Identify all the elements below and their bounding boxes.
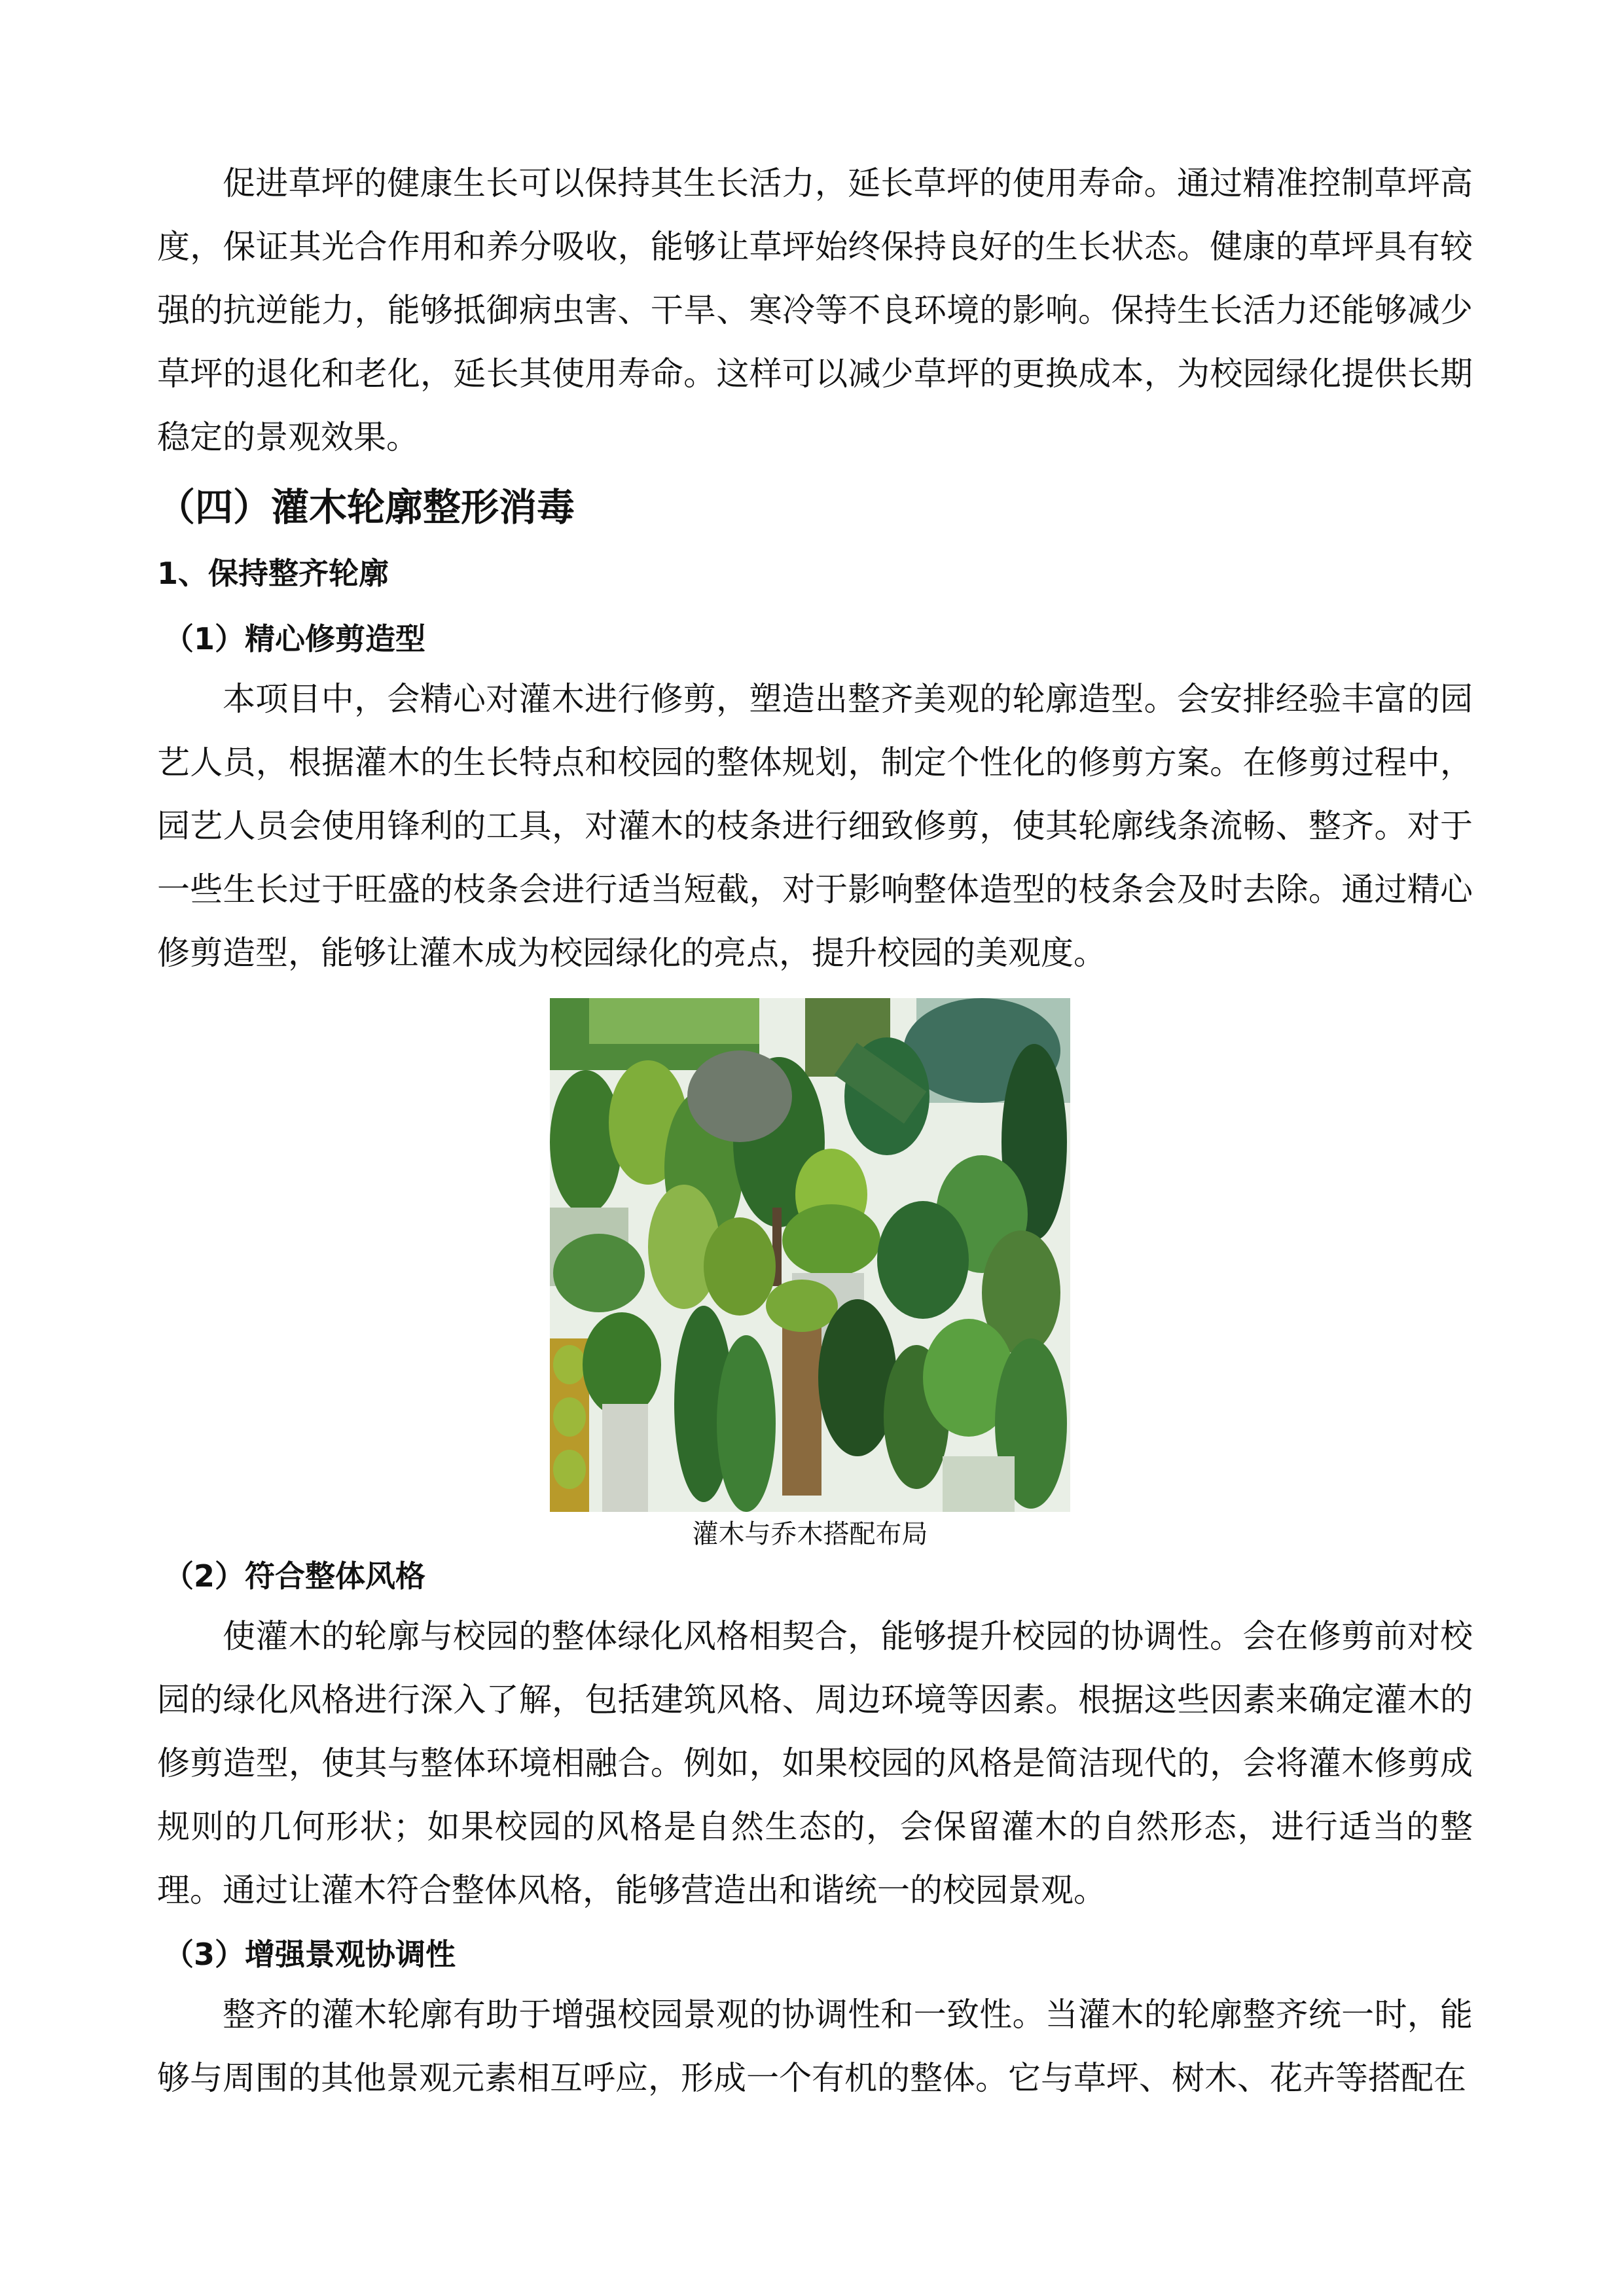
item-3-paragraph: 整齐的灌木轮廓有助于增强校园景观的协调性和一致性。当灌木的轮廓整齐统一时，能够与周围的其他景观元素相互呼应，形成一个有机的整体。它与草坪、树木、花卉等搭配在 xyxy=(157,1996,1473,2097)
item-2-paragraph: 使灌木的轮廓与校园的整体绿化风格相契合，能够提升校园的协调性。会在修剪前对校园的绿化风格进行深入了解，包括建筑风格、周边环境等因素。根据这些因素来确定灌木的修剪造型，使其与整体环境相融合。例如，如果校园的风格是简洁现代的，会将灌木修剪成规则的几何形状；如果校园的风格是自然生态的，会保留灌木的自然形态，进行适当的整理。通过让灌木符合整体风格，能够营造出和谐统一的校园景观。 xyxy=(157,1617,1473,1909)
figure-caption: 灌木与乔木搭配布局 xyxy=(692,1519,928,1549)
subsection-heading: 1、保持整齐轮廓 xyxy=(157,556,389,591)
shrub-tree-collage-image xyxy=(550,998,1070,1512)
paragraph-lawn-health: 促进草坪的健康生长可以保持其生长活力，延长草坪的使用寿命。通过精准控制草坪高度，保证其光合作用和养分吸收，能够让草坪始终保持良好的生长状态。健康的草坪具有较强的抗逆能力，能够抵御病虫害、干旱、寒冷等不良环境的影响。保持生长活力还能够减少草坪的退化和老化，延长其使用寿命。这样可以减少草坪的更换成本，为校园绿化提供长期稳定的景观效果。 xyxy=(157,164,1473,456)
item-2-heading: （2）符合整体风格 xyxy=(164,1558,426,1594)
item-1-heading: （1）精心修剪造型 xyxy=(164,621,426,656)
item-3-heading: （3）增强景观协调性 xyxy=(164,1937,456,1972)
item-1-paragraph: 本项目中，会精心对灌木进行修剪，塑造出整齐美观的轮廓造型。会安排经验丰富的园艺人员，根据灌木的生长特点和校园的整体规划，制定个性化的修剪方案。在修剪过程中，园艺人员会使用锋利的工具，对灌木的枝条进行细致修剪，使其轮廓线条流畅、整齐。对于一些生长过于旺盛的枝条会进行适当短截，对于影响整体造型的枝条会及时去除。通过精心修剪造型，能够让灌木成为校园绿化的亮点，提升校园的美观度。 xyxy=(157,680,1473,972)
section-heading: （四）灌木轮廓整形消毒 xyxy=(157,485,575,529)
